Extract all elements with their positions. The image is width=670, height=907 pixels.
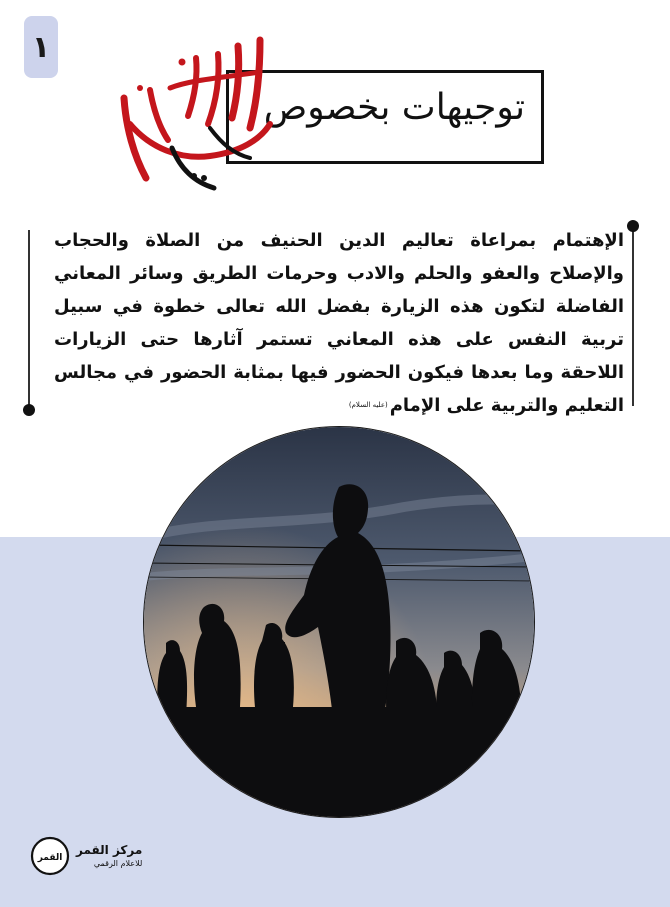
pilgrims-silhouette-photo	[143, 426, 535, 818]
page-number-badge: ١	[24, 16, 58, 78]
guidance-paragraph	[54, 224, 624, 422]
footer-text-block	[76, 843, 142, 869]
paragraph-bracket-line-left	[28, 230, 30, 406]
paragraph-bracket-line	[632, 230, 634, 406]
moon-center-emblem	[30, 836, 70, 876]
org-subtitle: للاعلام الرقمي	[93, 859, 143, 868]
footer-logo	[30, 836, 142, 876]
page-title: توجيهات بخصوص	[263, 87, 525, 128]
org-name: مركز القمر	[76, 843, 143, 857]
honorific-note: (عليه السلام)	[348, 401, 388, 409]
guidance-paragraph-text: الإهتمام بمراعاة تعاليم الدين الحنيف من الصلاة والحجاب والإصلاح والعفو والحلم والادب وحرمات الطريق وسائر المعاني الفاضلة لتكون هذه الزيارة بفضل الله تعالى خطوة في سبيل تربية النفس على هذه المعاني تستمر آثارها حتى الزيارات اللاحقة وما بعدها فيكون الحضور فيها بمثابة الحضور في مجالس التعليم والتربية على الإمام	[54, 230, 624, 416]
paragraph-bracket-dot-bottom	[23, 404, 35, 416]
paragraph-bracket-dot-top	[627, 220, 639, 232]
arbaeen-calligraphy-logo	[110, 28, 282, 196]
emblem-text: القمر	[37, 853, 63, 863]
